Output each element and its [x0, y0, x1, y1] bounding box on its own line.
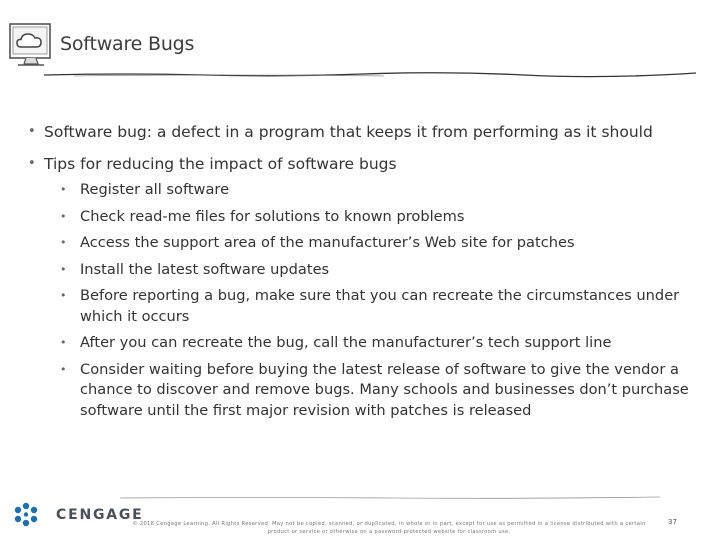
sub-bullet-item — [60, 260, 700, 281]
cengage-logo-mark-icon — [12, 501, 46, 531]
monitor-cloud-icon — [8, 20, 56, 70]
title-divider — [44, 68, 696, 80]
sub-bullet-text: Check read-me files for solutions to known problems — [80, 207, 465, 225]
cengage-logo — [12, 499, 144, 531]
sub-bullet-text: Register all software — [80, 181, 230, 198]
footer-divider — [120, 493, 660, 503]
sub-bullet-item — [60, 180, 700, 201]
sub-bullet-text: Consider waiting before buying the latest release of software to give the vendor a chance to discover and remove bugs. Many schools and businesses don’t purchase software until the first major revision with patches is released — [80, 360, 689, 419]
bullet-marker: • — [60, 289, 67, 302]
bullet-item — [28, 152, 700, 176]
bullet-marker: • — [60, 183, 67, 196]
slide-title: Software Bugs — [60, 33, 195, 55]
bullet-marker: • — [60, 236, 67, 249]
sub-bullet-item — [60, 286, 700, 327]
copyright-notice: © 2018 Cengage Learning. All Rights Reserved. May not be copied, scanned, or duplicated, in whole or in part, except for use as permitted in a license distributed with a certain product or service or otherwise on a password-protected website for classroom use. — [132, 521, 646, 535]
slide-content — [28, 120, 700, 427]
bullet-text: Tips for reducing the impact of software bugs — [44, 155, 397, 173]
bullet-marker: • — [60, 336, 67, 349]
bullet-marker: • — [28, 156, 36, 171]
bullet-marker: • — [28, 124, 36, 139]
bullet-marker: • — [60, 362, 67, 376]
sub-bullet-item — [60, 233, 700, 254]
sub-bullet-list — [28, 180, 700, 421]
logo-wordmark: CENGAGE — [56, 507, 144, 523]
sub-bullet-text: Install the latest software updates — [80, 260, 330, 278]
bullet-marker: • — [60, 262, 67, 276]
sub-bullet-text: Before reporting a bug, make sure that you can recreate the circumstances under which it occurs — [80, 287, 680, 325]
sub-bullet-item — [60, 333, 700, 354]
sub-bullet-text: Access the support area of the manufacturer’s Web site for patches — [80, 234, 575, 251]
page-number: 37 — [668, 518, 677, 526]
bullet-item — [28, 120, 700, 144]
sub-bullet-item — [60, 207, 700, 228]
bullet-text: Software bug: a defect in a program that keeps it from performing as it should — [44, 123, 653, 141]
bullet-marker: • — [60, 209, 67, 223]
sub-bullet-item — [60, 360, 700, 422]
sub-bullet-text: After you can recreate the bug, call the manufacturer’s tech support line — [80, 334, 612, 351]
